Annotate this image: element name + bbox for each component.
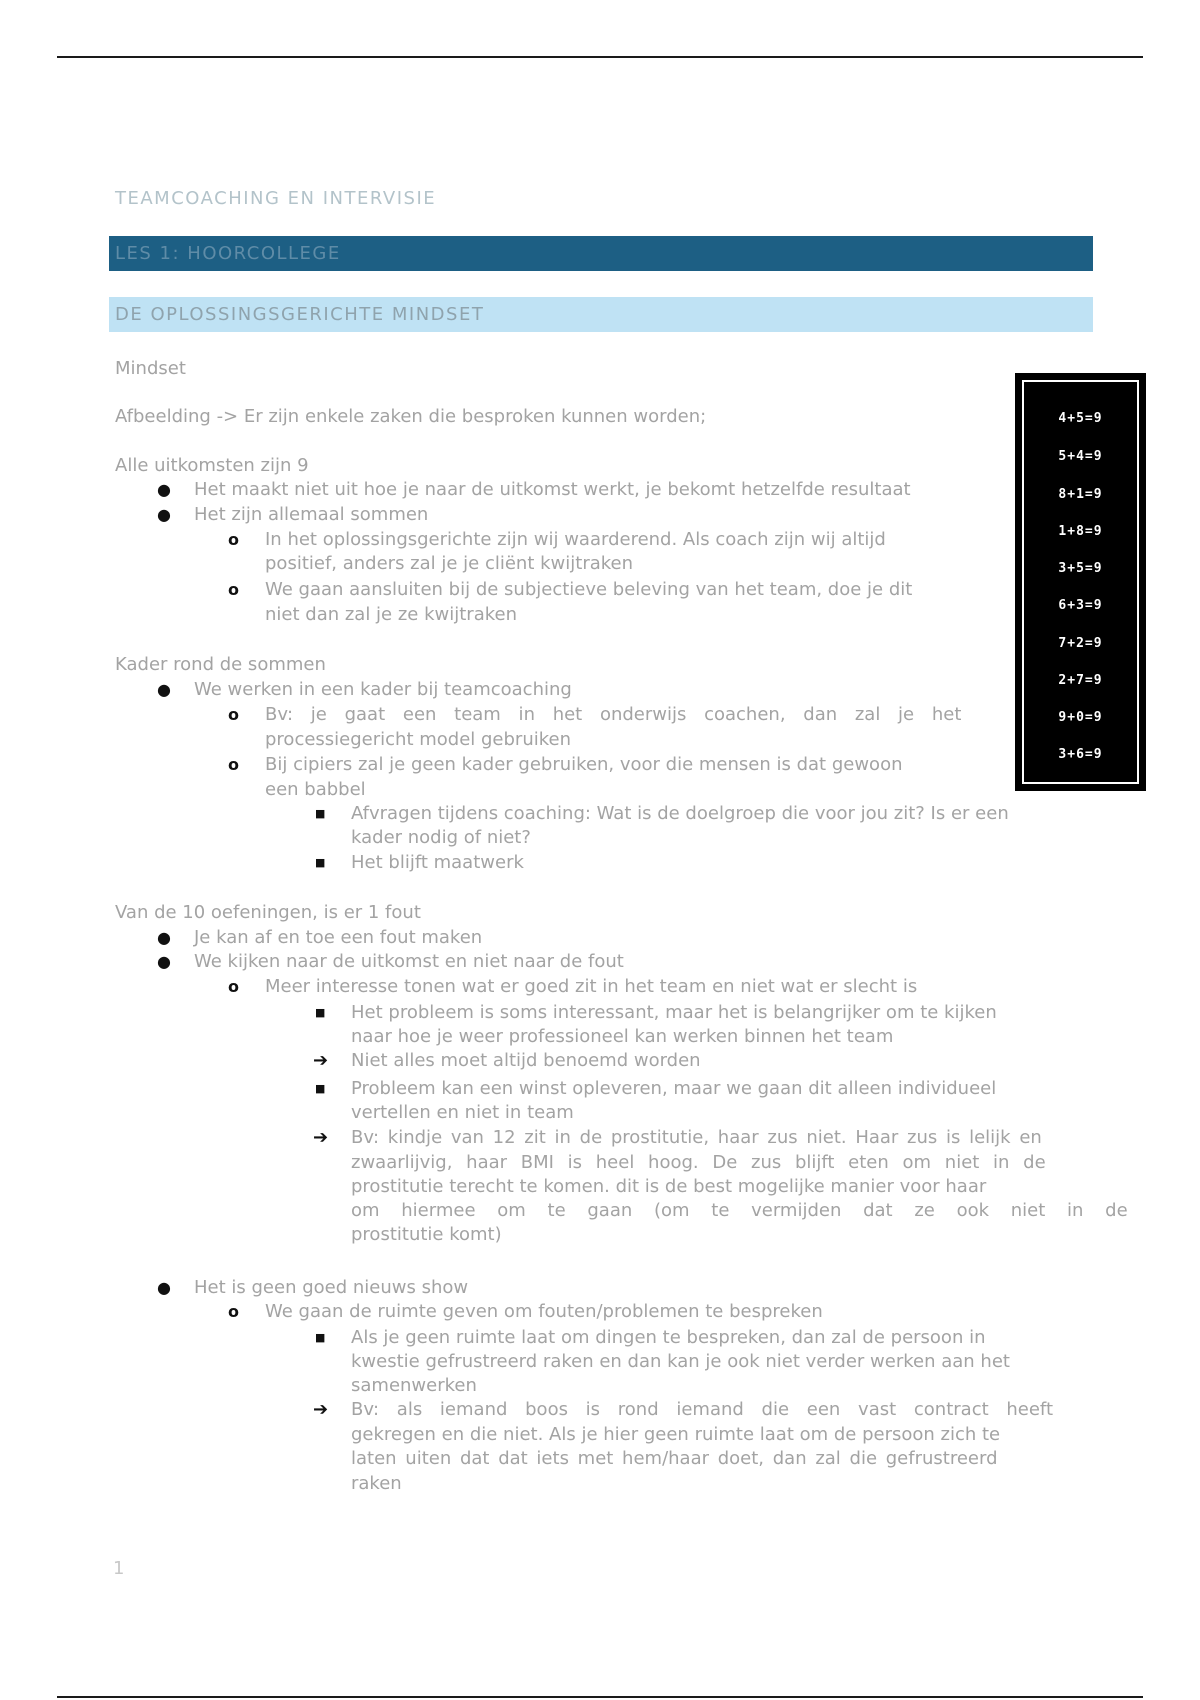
sums-image-border <box>1022 380 1139 784</box>
list-item: niet dan zal je ze kwijtraken <box>265 604 517 625</box>
header-rule <box>57 56 1143 58</box>
list-item: samenwerken <box>351 1375 477 1396</box>
bullet-circle-icon: o <box>228 977 239 996</box>
para-alle-uitkomsten: Alle uitkomsten zijn 9 <box>115 455 309 476</box>
list-item: Niet alles moet altijd benoemd worden <box>351 1050 701 1071</box>
bullet-square-icon: ■ <box>315 1082 326 1095</box>
bullet-circle-icon: o <box>228 755 239 774</box>
list-item: Het blijft maatwerk <box>351 852 524 873</box>
page-number: 1 <box>113 1558 125 1579</box>
sum-line: 3+6=9 <box>1058 747 1103 762</box>
bullet-square-icon: ■ <box>315 1331 326 1344</box>
list-item: Het maakt niet uit hoe je naar de uitkomst werkt, je bekomt hetzelfde resultaat <box>194 479 911 500</box>
bullet-dot-icon: ● <box>157 1278 171 1297</box>
list-item: Meer interesse tonen wat er goed zit in het team en niet wat er slecht is <box>265 976 918 997</box>
heading-lesson: LES 1: HOORCOLLEGE <box>109 236 1093 271</box>
list-item: In het oplossingsgerichte zijn wij waarderend. Als coach zijn wij altijd <box>265 529 886 550</box>
list-item: We gaan de ruimte geven om fouten/problemen te bespreken <box>265 1301 823 1322</box>
list-item: We werken in een kader bij teamcoaching <box>194 679 572 700</box>
para-afbeelding: Afbeelding -> Er zijn enkele zaken die besproken kunnen worden; <box>115 406 707 427</box>
bullet-dot-icon: ● <box>157 928 171 947</box>
list-item: We gaan aansluiten bij de subjectieve beleving van het team, doe je dit <box>265 579 913 600</box>
arrow-icon: ➔ <box>313 1127 329 1148</box>
list-item: om hiermee om te gaan (om te vermijden dat ze ook niet in de <box>351 1200 1128 1221</box>
bullet-circle-icon: o <box>228 1302 239 1321</box>
bullet-dot-icon: ● <box>157 680 171 699</box>
list-item: raken <box>351 1473 402 1494</box>
arrow-icon: ➔ <box>313 1399 329 1420</box>
bullet-dot-icon: ● <box>157 480 171 499</box>
heading-section: DE OPLOSSINGSGERICHTE MINDSET <box>109 297 1093 332</box>
list-item: Je kan af en toe een fout maken <box>194 927 483 948</box>
list-item: kader nodig of niet? <box>351 827 531 848</box>
sum-line: 2+7=9 <box>1058 673 1103 688</box>
list-item: processiegericht model gebruiken <box>265 729 571 750</box>
list-item: Het is geen goed nieuws show <box>194 1277 469 1298</box>
list-item: We kijken naar de uitkomst en niet naar de fout <box>194 951 624 972</box>
list-item: Afvragen tijdens coaching: Wat is de doelgroep die voor jou zit? Is er een <box>351 803 1009 824</box>
para-van10: Van de 10 oefeningen, is er 1 fout <box>115 902 421 923</box>
list-item: gekregen en die niet. Als je hier geen ruimte laat om de persoon zich te <box>351 1424 1001 1445</box>
bullet-square-icon: ■ <box>315 807 326 820</box>
bullet-circle-icon: o <box>228 705 239 724</box>
bullet-dot-icon: ● <box>157 952 171 971</box>
bullet-circle-icon: o <box>228 580 239 599</box>
list-item: vertellen en niet in team <box>351 1102 574 1123</box>
bullet-square-icon: ■ <box>315 856 326 869</box>
bullet-circle-icon: o <box>228 530 239 549</box>
list-item: zwaarlijvig, haar BMI is heel hoog. De zus blijft eten om niet in de <box>351 1152 1046 1173</box>
sum-line: 6+3=9 <box>1058 598 1103 613</box>
list-item: kwestie gefrustreerd raken en dan kan je ook niet verder werken aan het <box>351 1351 1010 1372</box>
sum-line: 9+0=9 <box>1058 710 1103 725</box>
list-item: Bv: kindje van 12 zit in de prostitutie, haar zus niet. Haar zus is lelijk en <box>351 1127 1042 1148</box>
sum-line: 1+8=9 <box>1058 524 1103 539</box>
list-item: laten uiten dat dat iets met hem/haar doet, dan zal die gefrustreerd <box>351 1448 998 1469</box>
list-item: Bv: je gaat een team in het onderwijs coachen, dan zal je het <box>265 704 962 725</box>
para-kader: Kader rond de sommen <box>115 654 326 675</box>
list-item: Het probleem is soms interessant, maar het is belangrijker om te kijken <box>351 1002 997 1023</box>
sum-line: 4+5=9 <box>1058 411 1103 426</box>
footer-rule <box>57 1696 1143 1698</box>
sum-line: 8+1=9 <box>1058 487 1103 502</box>
arrow-icon: ➔ <box>313 1050 329 1071</box>
list-item: Het zijn allemaal sommen <box>194 504 429 525</box>
list-item: Als je geen ruimte laat om dingen te bespreken, dan zal de persoon in <box>351 1327 986 1348</box>
list-item: positief, anders zal je je cliënt kwijtraken <box>265 553 634 574</box>
sum-line: 3+5=9 <box>1058 561 1103 576</box>
sum-line: 7+2=9 <box>1058 636 1103 651</box>
list-item: prostitutie terecht te komen. dit is de best mogelijke manier voor haar <box>351 1176 987 1197</box>
para-mindset: Mindset <box>115 358 186 379</box>
list-item: Bv: als iemand boos is rond iemand die een vast contract heeft <box>351 1399 1054 1420</box>
list-item: Bij cipiers zal je geen kader gebruiken, voor die mensen is dat gewoon <box>265 754 903 775</box>
list-item: een babbel <box>265 779 366 800</box>
bullet-dot-icon: ● <box>157 505 171 524</box>
list-item: prostitutie komt) <box>351 1224 502 1245</box>
sum-line: 5+4=9 <box>1058 449 1103 464</box>
list-item: Probleem kan een winst opleveren, maar we gaan dit alleen individueel <box>351 1078 997 1099</box>
sums-image <box>1015 373 1146 791</box>
list-item: naar hoe je weer professioneel kan werken binnen het team <box>351 1026 894 1047</box>
document-title: TEAMCOACHING EN INTERVISIE <box>115 188 437 209</box>
bullet-square-icon: ■ <box>315 1006 326 1019</box>
